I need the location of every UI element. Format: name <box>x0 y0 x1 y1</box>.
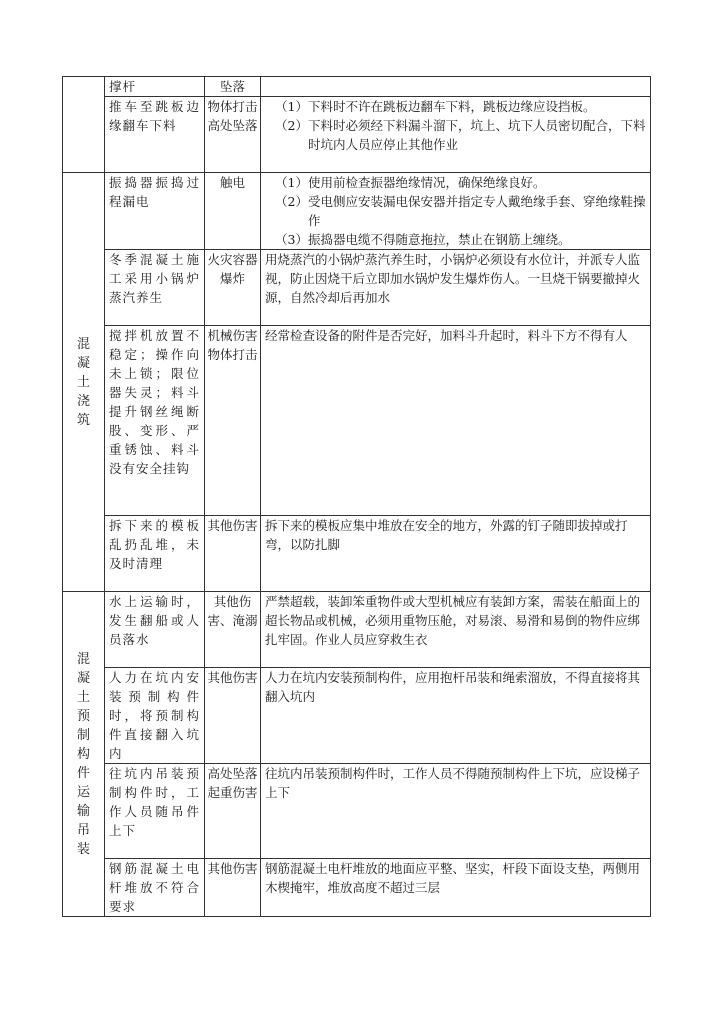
hazard-cell: 推车至跳板边缘翻车下料 <box>105 97 205 173</box>
measures-cell <box>261 77 651 97</box>
accident-type-cell: 触电 <box>205 173 261 250</box>
hazard-cell: 拆下来的模板乱扔乱堆，未及时清理 <box>105 516 205 592</box>
accident-type-cell: 坠落 <box>205 77 261 97</box>
category-cell <box>63 173 105 592</box>
measures-cell: 经常检查设备的附件是否完好，加料斗升起时，料斗下方不得有人 <box>261 326 651 516</box>
measures-cell: 钢筋混凝土电杆堆放的地面应平整、坚实，杆段下面设支垫，两侧用木楔掩牢，堆放高度不超过三层 <box>261 859 651 917</box>
table-row <box>63 97 651 173</box>
table-row <box>63 250 651 326</box>
accident-type-cell: 高处坠落起重伤害 <box>205 764 261 859</box>
table-row <box>63 764 651 859</box>
measure-text: 振捣器电缆不得随意拖拉，禁止在钢筋上缠绕。 <box>307 232 571 247</box>
table-row <box>63 326 651 516</box>
measures-cell: 严禁超载，装卸笨重物件或大型机械应有装卸方案，需装在船面上的超长物品或机械，必须用重物压舱，对易滚、易滑和易倒的物件应绑扎牢固。作业人员应穿救生衣 <box>261 592 651 668</box>
hazard-cell: 人力在坑内安装预制构件时，将预制构件直接翻入坑内 <box>105 668 205 764</box>
table-row <box>63 173 651 250</box>
table-row <box>63 516 651 592</box>
measure-text: 使用前检查振器绝缘情况，确保绝缘良好。 <box>307 175 546 190</box>
safety-measures-document <box>62 76 650 917</box>
accident-type-cell: 其他伤害、淹溺 <box>205 592 261 668</box>
measure-number: （1） <box>275 175 308 190</box>
table-row <box>63 77 651 97</box>
accident-type-cell: 其他伤害 <box>205 859 261 917</box>
category-cell <box>63 77 105 173</box>
accident-type-cell: 物体打击高处坠落 <box>205 97 261 173</box>
measure-item <box>265 97 646 116</box>
hazard-cell: 搅拌机放置不稳定；操作向未上锁；限位器失灵；料斗提升钢丝绳断股、变形、严重锈蚀、料斗没有安全挂钩 <box>105 326 205 516</box>
measure-text: 下料时必须经下料漏斗溜下，坑上、坑下人员密切配合，下料时坑内人员应停止其他作业 <box>307 118 646 152</box>
category-cell <box>63 592 105 917</box>
measures-cell: 用烧蒸汽的小锅炉蒸汽养生时，小锅炉必须设有水位计，并派专人监视，防止因烧干后立即加水锅炉发生爆炸伤人。一旦烧干锅要撤掉火源，自然冷却后再加水 <box>261 250 651 326</box>
measure-item <box>265 230 646 249</box>
measures-cell: 往坑内吊装预制构件时，工作人员不得随预制构件上下坑，应设梯子上下 <box>261 764 651 859</box>
measures-cell: 拆下来的模板应集中堆放在安全的地方，外露的钉子随即拔掉或打弯，以防扎脚 <box>261 516 651 592</box>
hazard-cell: 撑杆 <box>105 77 205 97</box>
hazard-table <box>62 76 651 917</box>
hazard-cell: 钢筋混凝土电杆堆放不符合要求 <box>105 859 205 917</box>
hazard-cell: 振捣器振捣过程漏电 <box>105 173 205 250</box>
table-row <box>63 859 651 917</box>
measure-text: 下料时不许在跳板边翻车下料，跳板边缘应设挡板。 <box>307 99 596 114</box>
category-label: 混凝土浇筑 <box>76 336 90 428</box>
measure-number: （2） <box>275 118 308 133</box>
measures-cell: 人力在坑内安装预制构件，应用抱杆吊装和绳索溜放，不得直接将其翻入坑内 <box>261 668 651 764</box>
table-row <box>63 592 651 668</box>
accident-type-cell: 机械伤害物体打击 <box>205 326 261 516</box>
measure-number: （3） <box>275 232 308 247</box>
hazard-cell: 往坑内吊装预制构件时，工作人员随吊件上下 <box>105 764 205 859</box>
measure-number: （1） <box>275 99 308 114</box>
measure-text: 受电侧应安装漏电保安器并指定专人戴绝缘手套、穿绝缘鞋操作 <box>307 194 646 228</box>
hazard-cell: 水上运输时，发生翻船或人员落水 <box>105 592 205 668</box>
category-label: 混凝土预制构件运输吊装 <box>76 651 90 857</box>
hazard-cell: 冬季混凝土施工采用小锅炉蒸汽养生 <box>105 250 205 326</box>
measure-item <box>265 192 646 230</box>
measure-item <box>265 173 646 192</box>
accident-type-cell: 火灾容器爆炸 <box>205 250 261 326</box>
measure-item <box>265 116 646 154</box>
accident-type-cell: 其他伤害 <box>205 668 261 764</box>
measure-number: （2） <box>275 194 308 209</box>
accident-type-cell: 其他伤害 <box>205 516 261 592</box>
measures-cell <box>261 173 651 250</box>
table-row <box>63 668 651 764</box>
measures-cell <box>261 97 651 173</box>
